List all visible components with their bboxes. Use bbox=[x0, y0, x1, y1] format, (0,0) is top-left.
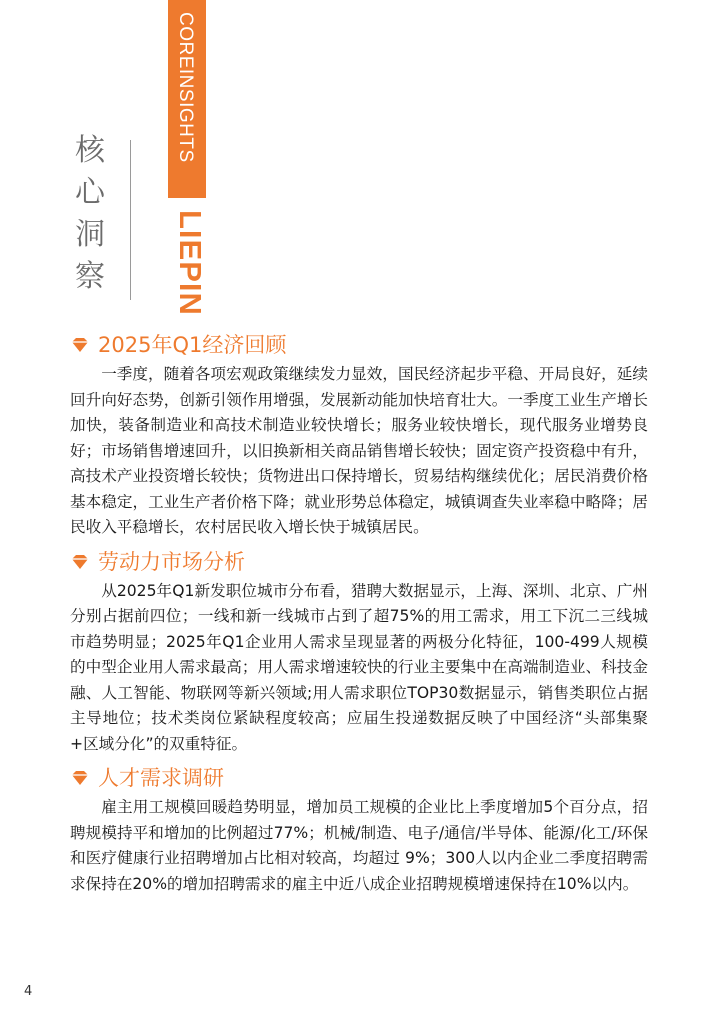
section-body: 雇主用工规模回暖趋势明显，增加员工规模的企业比上季度增加5个百分点，招聘规模持平和增加的比例超过77%；机械/制造、电子/通信/半导体、能源/化工/环保和医疗健康行业招聘增加占比相对较高，均超过 9%；300人以内企业二季度招聘需求保持在20%的增加招聘需求的雇主中近八成企业招聘规模增速保持在10%以内。 bbox=[70, 798, 648, 893]
section-title: 人才需求调研 bbox=[98, 766, 224, 790]
brand-label: LIEPIN bbox=[173, 210, 208, 316]
heart-diamond-icon bbox=[70, 552, 90, 572]
main-content bbox=[70, 328, 648, 903]
section-heading bbox=[70, 330, 648, 360]
band-label: COREINSIGHTS bbox=[175, 12, 196, 163]
title-char: 察 bbox=[75, 259, 105, 294]
section-title: 2025年Q1经济回顾 bbox=[98, 333, 287, 357]
section-body: 从2025年Q1新发职位城市分布看，猎聘大数据显示，上海、深圳、北京、广州分别占据前四位；一线和新一线城市占到了超75%的用工需求，用工下沉二三线城市趋势明显；2025年Q1企业用人需求呈现显著的两极分化特征，100-499人规模的中型企业用人需求最高；用人需求增速较快的行业主要集中在高端制造业、科技金融、人工智能、物联网等新兴领域;用人需求职位TOP30数据显示，销售类职位占据主导地位；技术类岗位紧缺程度较高；应届生投递数据反映了中国经济“头部集聚+区域分化”的双重特征。 bbox=[70, 581, 648, 753]
section-heading bbox=[70, 547, 648, 577]
section-title: 劳动力市场分析 bbox=[98, 549, 245, 574]
page-number: 4 bbox=[24, 984, 33, 999]
title-divider bbox=[130, 140, 131, 300]
section-heading bbox=[70, 763, 648, 793]
page-title bbox=[70, 130, 110, 298]
title-char: 洞 bbox=[75, 217, 105, 252]
heart-diamond-icon bbox=[70, 335, 90, 355]
title-char: 核 bbox=[75, 133, 105, 168]
section-body: 一季度，随着各项宏观政策继续发力显效，国民经济起步平稳、开局良好，延续回升向好态势，创新引领作用增强，发展新动能加快培育壮大。一季度工业生产增长加快，装备制造业和高技术制造业较快增长；服务业较快增长，现代服务业增势良好；市场销售增速回升，以旧换新相关商品销售增长较快；固定资产投资稳中有升，高技术产业投资增长较快；货物进出口保持增长，贸易结构继续优化；居民消费价格基本稳定，工业生产者价格下降；就业形势总体稳定，城镇调查失业率稳中略降；居民收入平稳增长，农村居民收入增长快于城镇居民。 bbox=[70, 365, 648, 536]
title-char: 心 bbox=[75, 175, 105, 210]
heart-diamond-icon bbox=[70, 768, 90, 788]
